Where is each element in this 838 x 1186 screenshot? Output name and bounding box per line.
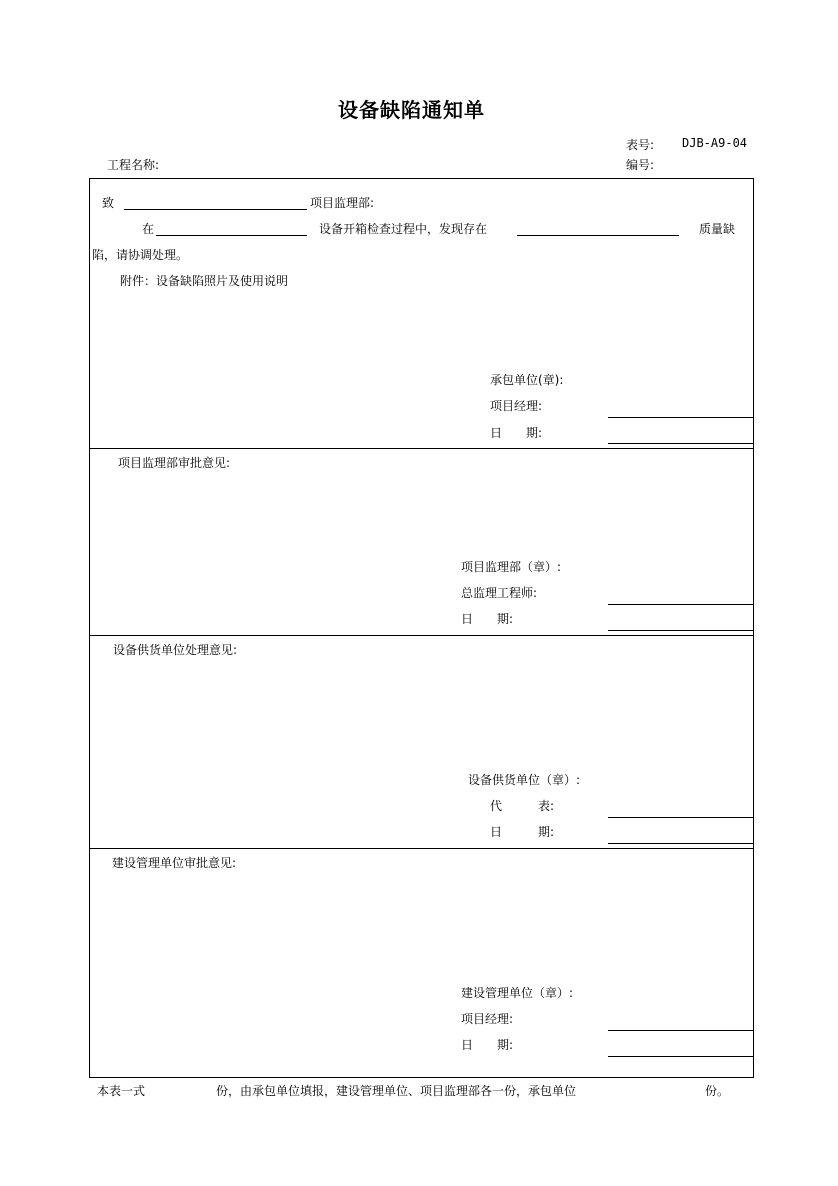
project-manager-label: 项目经理:	[490, 399, 543, 413]
date-field[interactable]	[608, 843, 754, 844]
form-table	[89, 178, 754, 1078]
form-number-value: DJB-A9-04	[682, 136, 748, 150]
owner-manager-label: 项目经理:	[461, 1012, 514, 1026]
owner-stamp-label: 建设管理单位（章）:	[461, 986, 574, 1000]
form-number-label: 表号:	[626, 138, 655, 152]
section-divider	[89, 848, 754, 849]
continuation-text: 陷，请协调处理。	[92, 248, 189, 262]
quality-label: 质量缺	[699, 222, 736, 236]
at-label: 在	[142, 222, 155, 236]
project-name-label: 工程名称:	[107, 158, 160, 172]
owner-manager-field[interactable]	[608, 1030, 754, 1031]
inspection-text: 设备开箱检查过程中，发现存在	[319, 222, 488, 236]
supplier-stamp-label: 设备供货单位（章）:	[468, 773, 581, 787]
supplier-opinion-heading: 设备供货单位处理意见:	[113, 643, 238, 657]
defect-type-field[interactable]	[517, 235, 679, 236]
supervision-stamp-label: 项目监理部（章）:	[461, 560, 562, 574]
project-manager-field[interactable]	[608, 417, 754, 418]
date-field[interactable]	[608, 630, 754, 631]
representative-field[interactable]	[608, 817, 754, 818]
dept-label: 项目监理部:	[310, 196, 375, 210]
date-field[interactable]	[608, 443, 754, 444]
date-label: 日 期:	[461, 612, 514, 626]
location-field[interactable]	[156, 235, 307, 236]
supervision-opinion-heading: 项目监理部审批意见:	[118, 456, 231, 470]
footer-text-end: 份。	[705, 1084, 730, 1098]
footer-text-middle: 份，由承包单位填报，建设管理单位、项目监理部各一份，承包单位	[216, 1084, 577, 1098]
section-divider	[89, 448, 754, 449]
representative-label: 代 表:	[490, 799, 555, 813]
date-label: 日 期:	[490, 426, 543, 440]
owner-opinion-heading: 建设管理单位审批意见:	[112, 856, 237, 870]
serial-number-label: 编号:	[626, 158, 655, 172]
attachment-text: 附件：设备缺陷照片及使用说明	[120, 274, 289, 288]
chief-engineer-field[interactable]	[608, 604, 754, 605]
date-label: 日 期:	[490, 825, 555, 839]
chief-engineer-label: 总监理工程师:	[461, 586, 538, 600]
to-label: 致	[102, 196, 115, 210]
contractor-stamp-label: 承包单位(章):	[490, 373, 564, 387]
footer-text-start: 本表一式	[97, 1084, 146, 1098]
section-divider	[89, 635, 754, 636]
recipient-field[interactable]	[124, 209, 307, 210]
date-label: 日 期:	[461, 1038, 514, 1052]
page-title: 设备缺陷通知单	[338, 98, 485, 122]
date-field[interactable]	[608, 1056, 754, 1057]
